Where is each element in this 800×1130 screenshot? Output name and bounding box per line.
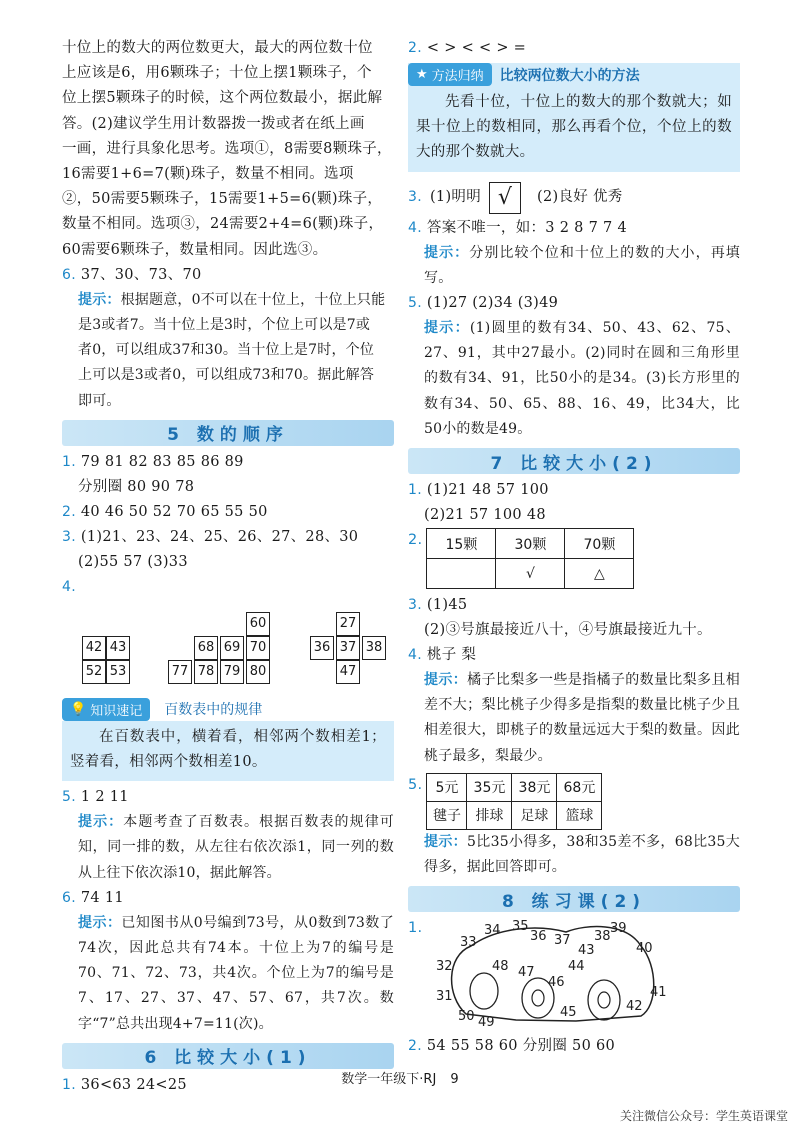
method-tag (408, 63, 492, 86)
hint-label: 提示： (424, 244, 470, 261)
dot-label: 46 (548, 975, 565, 991)
question-number: 1. (62, 453, 76, 470)
hint-line: 即可。 (78, 392, 121, 409)
s5-question-1-circled: 分别圈 80 90 78 (78, 478, 195, 495)
question-number: 3. (408, 189, 422, 206)
intro-line: 答。(2)建议学生用计数器拨一拨或者在纸上画 (62, 115, 365, 132)
grid-cell: 60 (246, 612, 270, 636)
s7-question-4 (408, 643, 740, 668)
s7-question-5 (408, 773, 740, 830)
answer: (1)45 (426, 597, 468, 614)
dot-label: 31 (436, 989, 453, 1005)
answer: 40 46 50 52 70 65 55 50 (80, 503, 268, 520)
hint-label: 提示： (424, 320, 470, 337)
knowledge-tag (62, 698, 150, 721)
answer: 桃子 梨 (426, 647, 477, 664)
hint-q5 (408, 316, 740, 442)
knowledge-text: 在百数表中，横着看，相邻两个数相差1；竖着看，相邻两个数相差10。 (62, 721, 394, 781)
intro-line: 十位上的数大的两位数更大，最大的两位数十位 (62, 40, 373, 56)
hint-text: 分别比较个位和十位上的数的大小，再填写。 (424, 244, 740, 286)
answer: 36<63 24<25 (80, 1076, 187, 1093)
dot-label: 42 (626, 999, 643, 1015)
question-number: 5. (408, 295, 422, 312)
dot-label: 49 (478, 1015, 495, 1031)
intro-line: ②，50需要5颗珠子，15需要1+5=6(颗)珠子， (62, 191, 383, 208)
grid-cell: 68 (194, 636, 218, 660)
grid-cell: 52 (82, 660, 106, 684)
question-4 (408, 216, 740, 241)
question-number: 5. (408, 776, 423, 793)
answer: (2)良好 优秀 (537, 189, 623, 206)
page-footer (0, 1068, 800, 1087)
hint-line: 是3或者7。当十位上是3时，个位上可以是7或 (78, 317, 371, 334)
hint-label: 提示： (424, 672, 468, 689)
question-number: 2. (62, 503, 76, 520)
answer: 54 55 58 60 分别圈 50 60 (426, 1038, 616, 1055)
grid-cell: 70 (246, 636, 270, 660)
table-cell: 68元 (557, 773, 602, 801)
dot-label: 33 (460, 935, 477, 951)
hint-line: 者0，可以组成37和30。当十位上是7时，个位 (78, 342, 375, 359)
bead-table (426, 528, 634, 589)
hint-label: 提示： (424, 833, 468, 850)
s7-question-2 (408, 528, 740, 589)
question-number: 6. (62, 889, 76, 906)
answer: 79 81 82 83 85 86 89 (80, 453, 244, 470)
s5-question-1 (62, 450, 394, 475)
dot-label: 35 (512, 919, 529, 935)
grid-cell: 69 (220, 636, 244, 660)
table-cell: △ (565, 559, 634, 589)
section-7-title: 7 比较大小(2) (408, 448, 740, 474)
footer-text: 数学一年级下·RJ (341, 1072, 437, 1087)
knowledge-tag-label: 知识速记 (90, 703, 143, 719)
question-number: 4. (408, 219, 422, 236)
question-number: 5. (62, 789, 76, 806)
question-number: 4. (408, 647, 422, 664)
hint-line: 上可以是3或者0，可以组成73和70。据此解答 (78, 367, 375, 384)
method-title: 比较两位数大小的方法 (499, 67, 640, 84)
dot-label: 43 (578, 943, 595, 959)
answer: (1)明明 (429, 189, 482, 206)
lightbulb-icon: 💡 (70, 701, 87, 717)
table-cell (427, 559, 496, 589)
dot-label: 48 (492, 959, 509, 975)
s5-question-5 (62, 785, 394, 810)
answer: 37、30、73、70 (80, 266, 202, 283)
dot-label: 45 (560, 1005, 577, 1021)
hint-text: (1)圆里的数有34、50、43、62、75、27、91，其中27最小。(2)同时在圆和三角形里的数有34、91，比50小的是34。(3)长方形里的数有34、50、65、88、16、49，比34大，比50小的数是49。 (424, 320, 740, 437)
table-cell: 排球 (467, 801, 512, 829)
s5-question-3 (62, 525, 394, 550)
table-header: 30颗 (496, 529, 565, 559)
dot-label: 41 (650, 985, 667, 1001)
question-number: 4. (62, 578, 76, 595)
question-5 (408, 291, 740, 316)
s5-question-4 (62, 575, 394, 600)
question-number: 1. (408, 920, 423, 937)
hint-s7-q5 (408, 830, 740, 880)
intro-line: 上应该是6，用6颗珠子；十位上摆1颗珠子，个 (62, 65, 372, 82)
knowledge-box (62, 698, 394, 781)
hint-s5-q6 (62, 911, 394, 1037)
answer: 74 11 (80, 889, 124, 906)
hint-q4 (408, 241, 740, 291)
s8-question-1 (408, 916, 740, 1034)
hint-q6 (62, 288, 394, 414)
table-cell: 35元 (467, 773, 512, 801)
intro-line: 16需要1+6=7(颗)珠子，数量不相同。选项 (62, 166, 354, 183)
dot-label: 40 (636, 941, 653, 957)
grid-cell: 47 (336, 660, 360, 684)
dot-label: 32 (436, 959, 453, 975)
watermark: 关注微信公众号：学生英语课堂 (619, 1109, 788, 1123)
left-column (62, 36, 394, 1098)
s7-question-3 (408, 593, 740, 618)
method-tag-label: 方法归纳 (431, 69, 484, 84)
s5-question-3-part2: (2)55 57 (3)33 (78, 553, 188, 570)
hint-text: 5比35小得多，38和35差不多，68比35大得多，据此回答即可。 (424, 833, 740, 876)
question-number: 1. (62, 1076, 76, 1093)
hint-line: 根据题意，0不可以在十位上，十位上只能 (120, 291, 386, 308)
grid-cell: 37 (336, 636, 360, 660)
tip-icon: ★ (416, 67, 428, 82)
question-number: 2. (408, 40, 422, 56)
dot-label: 39 (610, 921, 627, 937)
table-cell: 篮球 (557, 801, 602, 829)
table-cell: 5元 (427, 773, 467, 801)
knowledge-title: 百数表中的规律 (164, 702, 263, 719)
method-text: 先看十位，十位上的数大的那个数就大；如果十位上的数相同，那么再看个位，个位上的数大的那个数就大。 (408, 86, 740, 172)
hint-label: 提示： (78, 291, 121, 308)
method-box (408, 63, 740, 172)
s8-question-2 (408, 1034, 740, 1059)
section-5-title: 5 数的顺序 (62, 420, 394, 446)
table-cell: 38元 (512, 773, 557, 801)
table-cell: 毽子 (427, 801, 467, 829)
question-number: 2. (408, 532, 423, 549)
s5-question-6 (62, 886, 394, 911)
intro-line: 60需要6颗珠子，数量相同。因此选③。 (62, 241, 328, 258)
grid-cell: 77 (168, 660, 192, 684)
right-column (408, 36, 740, 1059)
hint-label: 提示： (78, 914, 122, 931)
question-number: 1. (408, 482, 422, 499)
connect-dots-car (426, 916, 676, 1034)
grid-cell: 36 (310, 636, 334, 660)
dot-label: 36 (530, 929, 547, 945)
table-header: 70颗 (565, 529, 634, 559)
dot-label: 44 (568, 959, 585, 975)
grid-cell: 80 (246, 660, 270, 684)
grid-cell: 42 (82, 636, 106, 660)
answer: < > < < > = (426, 40, 527, 56)
section-6-title: 6 比较大小(1) (62, 1043, 394, 1069)
answer: (1)27 (2)34 (3)49 (426, 295, 559, 312)
hint-label: 提示： (78, 814, 124, 831)
section-8-title: 8 练习课(2) (408, 886, 740, 912)
grid-cell: 53 (106, 660, 130, 684)
question-number: 3. (408, 597, 422, 614)
question-3 (408, 180, 740, 216)
table-cell: √ (496, 559, 565, 589)
answer: 答案不唯一，如：3 2 8 7 7 4 (426, 219, 627, 236)
question-number: 2. (408, 1038, 422, 1055)
intro-line: 一画，进行具象化思考。选项①，8需要8颗珠子， (62, 140, 392, 157)
question-2 (408, 36, 740, 61)
number-grids (62, 600, 394, 692)
grid-cell: 78 (194, 660, 218, 684)
answer: (1)21 48 57 100 (426, 482, 549, 499)
s7-question-3-part2: (2)③号旗最接近八十，④号旗最接近九十。 (424, 622, 712, 639)
hint-s7-q4 (408, 668, 740, 769)
question-number: 3. (62, 528, 76, 545)
dot-label: 37 (554, 933, 571, 949)
hint-text: 橘子比梨多一些是指橘子的数量比梨多且相差不大；梨比桃子少得多是指梨的数量比桃子少且相差很大，即桃子的数量远远大于梨的数量。因此桃子最多，梨最少。 (424, 672, 740, 764)
grid-cell: 27 (336, 612, 360, 636)
hint-s5-q5 (62, 810, 394, 886)
table-cell: 足球 (512, 801, 557, 829)
dot-label: 50 (458, 1009, 475, 1025)
s7-question-1 (408, 478, 740, 503)
page-number: 9 (450, 1072, 459, 1087)
hint-text: 已知图书从0号编到73号，从0数到73数了74次，因此总共有74本。十位上为7的编号是70、71、72、73，共4次。个位上为7的编号是7、17、27、37、47、57、67，共7次。数字“7”总共出现4+7=11(次)。 (78, 914, 394, 1032)
grid-cell: 38 (362, 636, 386, 660)
price-table (426, 773, 602, 830)
grid-cell: 79 (220, 660, 244, 684)
question-number: 6. (62, 266, 76, 283)
s7-question-1-part2: (2)21 57 100 48 (424, 507, 546, 524)
answer: 1 2 11 (80, 789, 129, 806)
dot-label: 38 (594, 929, 611, 945)
s5-question-2 (62, 500, 394, 525)
intro-line: 位上摆5颗珠子的时候，这个两位数最小，据此解 (62, 90, 383, 107)
dot-label: 47 (518, 965, 535, 981)
table-header: 15颗 (427, 529, 496, 559)
question-6 (62, 263, 394, 288)
intro-line: 数量不相同。选项③，24需要2+4=6(颗)珠子， (62, 216, 384, 233)
hint-text: 本题考查了百数表。根据百数表的规律可知，同一排的数，从左往右依次添1，同一列的数从上往下依次添10，据此解答。 (78, 814, 394, 881)
grid-cell: 43 (106, 636, 130, 660)
intro-paragraph (62, 36, 394, 263)
answer: (1)21、23、24、25、26、27、28、30 (80, 528, 359, 545)
checkmark-box: √ (489, 182, 521, 214)
dot-label: 34 (484, 923, 501, 939)
